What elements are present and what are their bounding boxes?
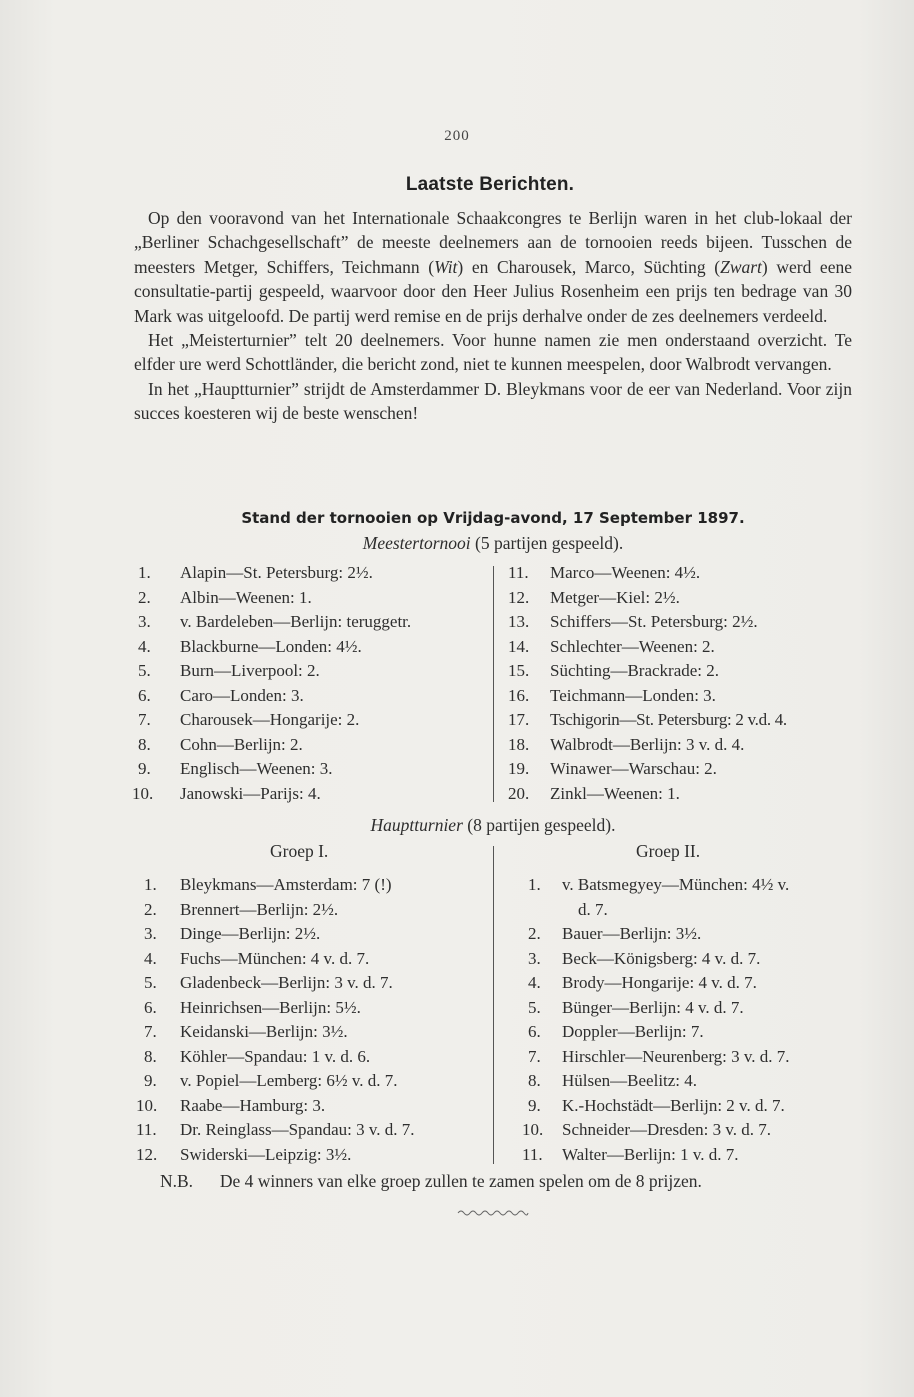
list-item: 5. Gladenbeck—Berlijn: 3 v. d. 7. — [144, 973, 393, 992]
meestertornooi-title: Meestertornooi (5 partijen gespeeld). — [362, 533, 624, 553]
meester-list-right — [508, 561, 858, 806]
list-item: 1. Alapin—St. Petersburg: 2½. — [138, 563, 373, 582]
paragraph-1: Op den vooravond van het Internationale Schaakcongres te Berlijn waren in het club-lokaal der „Berliner Schachgesellschaft” de meeste deelnemers aan de tornooien reeds bijeen. Tusschen de meesters Metger, Schiffers, Teichmann (Wit) en Charousek, Marco, Süchting (Zwart) werd eene consultatie-partij gespeeld, waarvoor door den Heer Julius Rosenheim een prijs ten bedrage van 30 Mark was uitgeloofd. De partij werd remise en de prijs derhalve onder de zes deelnemers verdeeld. — [134, 208, 852, 326]
list-item: 3. Dinge—Berlijn: 2½. — [144, 924, 321, 943]
list-item: 12. Metger—Kiel: 2½. — [508, 587, 680, 607]
list-item: 11. Marco—Weenen: 4½. — [508, 563, 701, 582]
column-divider — [493, 566, 494, 802]
list-item: 4. Brody—Hongarije: 4 v. d. 7. — [528, 973, 757, 992]
list-item: 9. v. Popiel—Lemberg: 6½ v. d. 7. — [144, 1071, 398, 1090]
list-item: 8. Cohn—Berlijn: 2. — [138, 734, 303, 754]
list-item: 2. Bauer—Berlijn: 3½. — [528, 924, 702, 943]
list-item: 10. Raabe—Hamburg: 3. — [136, 1095, 326, 1115]
list-item: 2. Brennert—Berlijn: 2½. — [144, 899, 339, 919]
list-item: d. 7. — [578, 899, 608, 919]
list-item: 11. Walter—Berlijn: 1 v. d. 7. — [522, 1144, 739, 1164]
paragraph-2: Het „Meisterturnier” telt 20 deelnemers. Voor hunne namen zie men onderstaand overzicht. Te elfder ure werd Schottländer, die bericht zond, niet te kunnen meespelen, door Walbrodt vervangen. — [134, 330, 852, 375]
groep-1-title: Groep I. — [270, 841, 329, 861]
list-item: 15. Süchting—Brackrade: 2. — [508, 661, 720, 680]
groep-2-title: Groep II. — [636, 841, 701, 861]
list-item: 3. v. Bardeleben—Berlijn: teruggetr. — [138, 612, 412, 631]
footnote-label: N.B. — [160, 1171, 194, 1191]
list-item: 16. Teichmann—Londen: 3. — [508, 685, 716, 705]
list-item: 9. Englisch—Weenen: 3. — [138, 759, 333, 778]
list-item: 19. Winawer—Warschau: 2. — [508, 759, 717, 778]
list-item: 5. Bünger—Berlijn: 4 v. d. 7. — [528, 997, 744, 1017]
footnote — [160, 1169, 860, 1193]
list-item: 13. Schiffers—St. Petersburg: 2½. — [508, 612, 758, 631]
list-item: 9. K.-Hochstädt—Berlijn: 2 v. d. 7. — [528, 1095, 785, 1115]
groep-2-list — [522, 873, 858, 1167]
list-item: 5. Burn—Liverpool: 2. — [138, 661, 320, 680]
list-item: 6. Doppler—Berlijn: 7. — [528, 1022, 704, 1041]
list-item: 7. Keidanski—Berlijn: 3½. — [144, 1022, 348, 1041]
list-item: 6. Caro—Londen: 3. — [138, 685, 304, 705]
list-item: 18. Walbrodt—Berlijn: 3 v. d. 4. — [508, 734, 745, 754]
list-item: 11. Dr. Reinglass—Spandau: 3 v. d. 7. — [136, 1120, 415, 1139]
page-number: 200 — [444, 128, 470, 144]
hauptturnier-title: Hauptturnier (8 partijen gespeeld). — [370, 815, 616, 835]
list-item: 4. Fuchs—München: 4 v. d. 7. — [144, 948, 370, 968]
standings-title: Stand der tornooien op Vrijdag-avond, 17 September 1897. — [241, 509, 745, 527]
groep-1-list — [136, 873, 489, 1167]
list-item: 1. v. Batsmegyey—München: 4½ v. — [528, 875, 790, 894]
body-text — [134, 206, 852, 426]
footnote-text: De 4 winners van elke groep zullen te zamen spelen om de 8 prijzen. — [219, 1171, 702, 1191]
paragraph-3: In het „Hauptturnier” strijdt de Amsterdammer D. Bleykmans voor de eer van Nederland. Voor zijn succes koesteren wij de beste wenschen! — [134, 378, 852, 424]
list-item: 10. Schneider—Dresden: 3 v. d. 7. — [522, 1120, 771, 1139]
list-item: 2. Albin—Weenen: 1. — [138, 587, 312, 607]
list-item: 12. Swiderski—Leipzig: 3½. — [136, 1144, 352, 1164]
list-item: 14. Schlechter—Weenen: 2. — [508, 636, 715, 656]
ornament-divider — [456, 1208, 530, 1218]
list-item: 8. Köhler—Spandau: 1 v. d. 6. — [144, 1046, 371, 1066]
list-item: 20. Zinkl—Weenen: 1. — [508, 783, 680, 803]
list-item: 17. Tschigorin—St. Petersburg: 2 v.d. 4. — [508, 710, 787, 729]
section-heading: Laatste Berichten. — [405, 174, 575, 195]
list-item: 8. Hülsen—Beelitz: 4. — [528, 1071, 698, 1090]
meester-list-left — [132, 561, 488, 806]
list-item: 1. Bleykmans—Amsterdam: 7 (!) — [144, 875, 392, 894]
list-item: 4. Blackburne—Londen: 4½. — [138, 636, 362, 656]
list-item: 10. Janowski—Parijs: 4. — [132, 783, 321, 803]
list-item: 7. Charousek—Hongarije: 2. — [138, 710, 360, 729]
list-item: 3. Beck—Königsberg: 4 v. d. 7. — [528, 948, 761, 968]
list-item: 7. Hirschler—Neurenberg: 3 v. d. 7. — [528, 1046, 790, 1066]
column-divider — [493, 846, 494, 1164]
list-item: 6. Heinrichsen—Berlijn: 5½. — [144, 997, 361, 1017]
